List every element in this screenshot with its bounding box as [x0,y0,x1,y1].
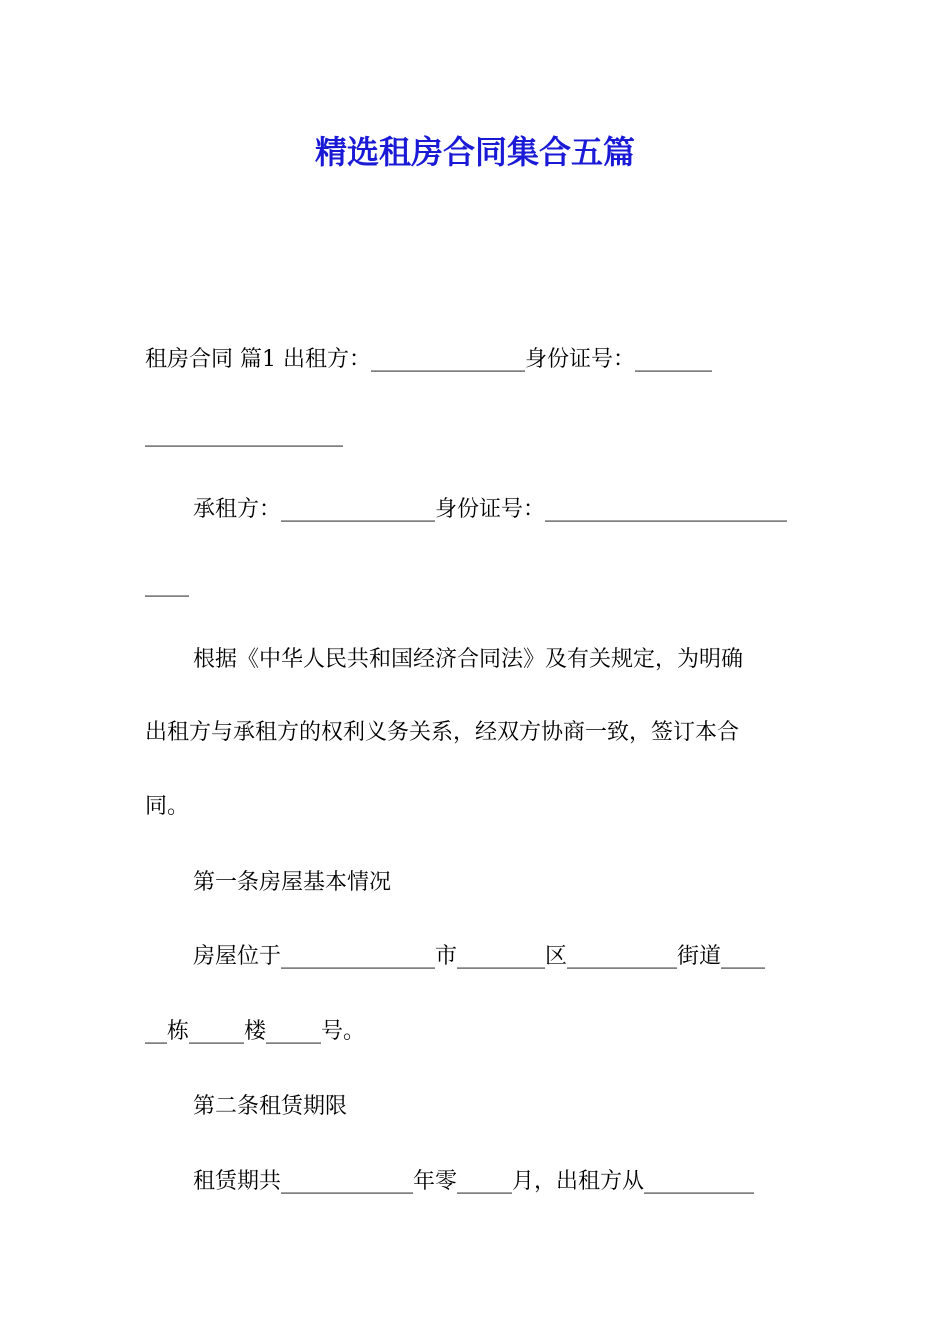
property-location-line-2: __栋_____楼_____号。 [145,1019,366,1044]
tenant-id-continuation-line: ____ [145,572,189,597]
article-2-heading: 第二条租赁期限 [193,1094,348,1119]
preamble-line-3: 同。 [145,794,190,819]
contract-1-heading-landlord-line: 租房合同 篇1 出租方：______________身份证号：_______ [145,347,712,372]
document-title: 精选租房合同集合五篇 [314,133,635,171]
landlord-id-continuation-line: __________________ [145,422,343,447]
article-1-heading: 第一条房屋基本情况 [193,870,392,895]
tenant-line: 承租方：______________身份证号：______________________ [193,497,788,522]
preamble-line-2: 出租方与承租方的权利义务关系，经双方协商一致，签订本合 [145,720,740,745]
preamble-line-1: 根据《中华人民共和国经济合同法》及有关规定，为明确 [193,647,744,672]
property-location-line-1: 房屋位于______________市________区__________街道____ [193,944,766,969]
lease-term-line: 租赁期共____________年零_____月，出租方从__________ [193,1169,755,1194]
